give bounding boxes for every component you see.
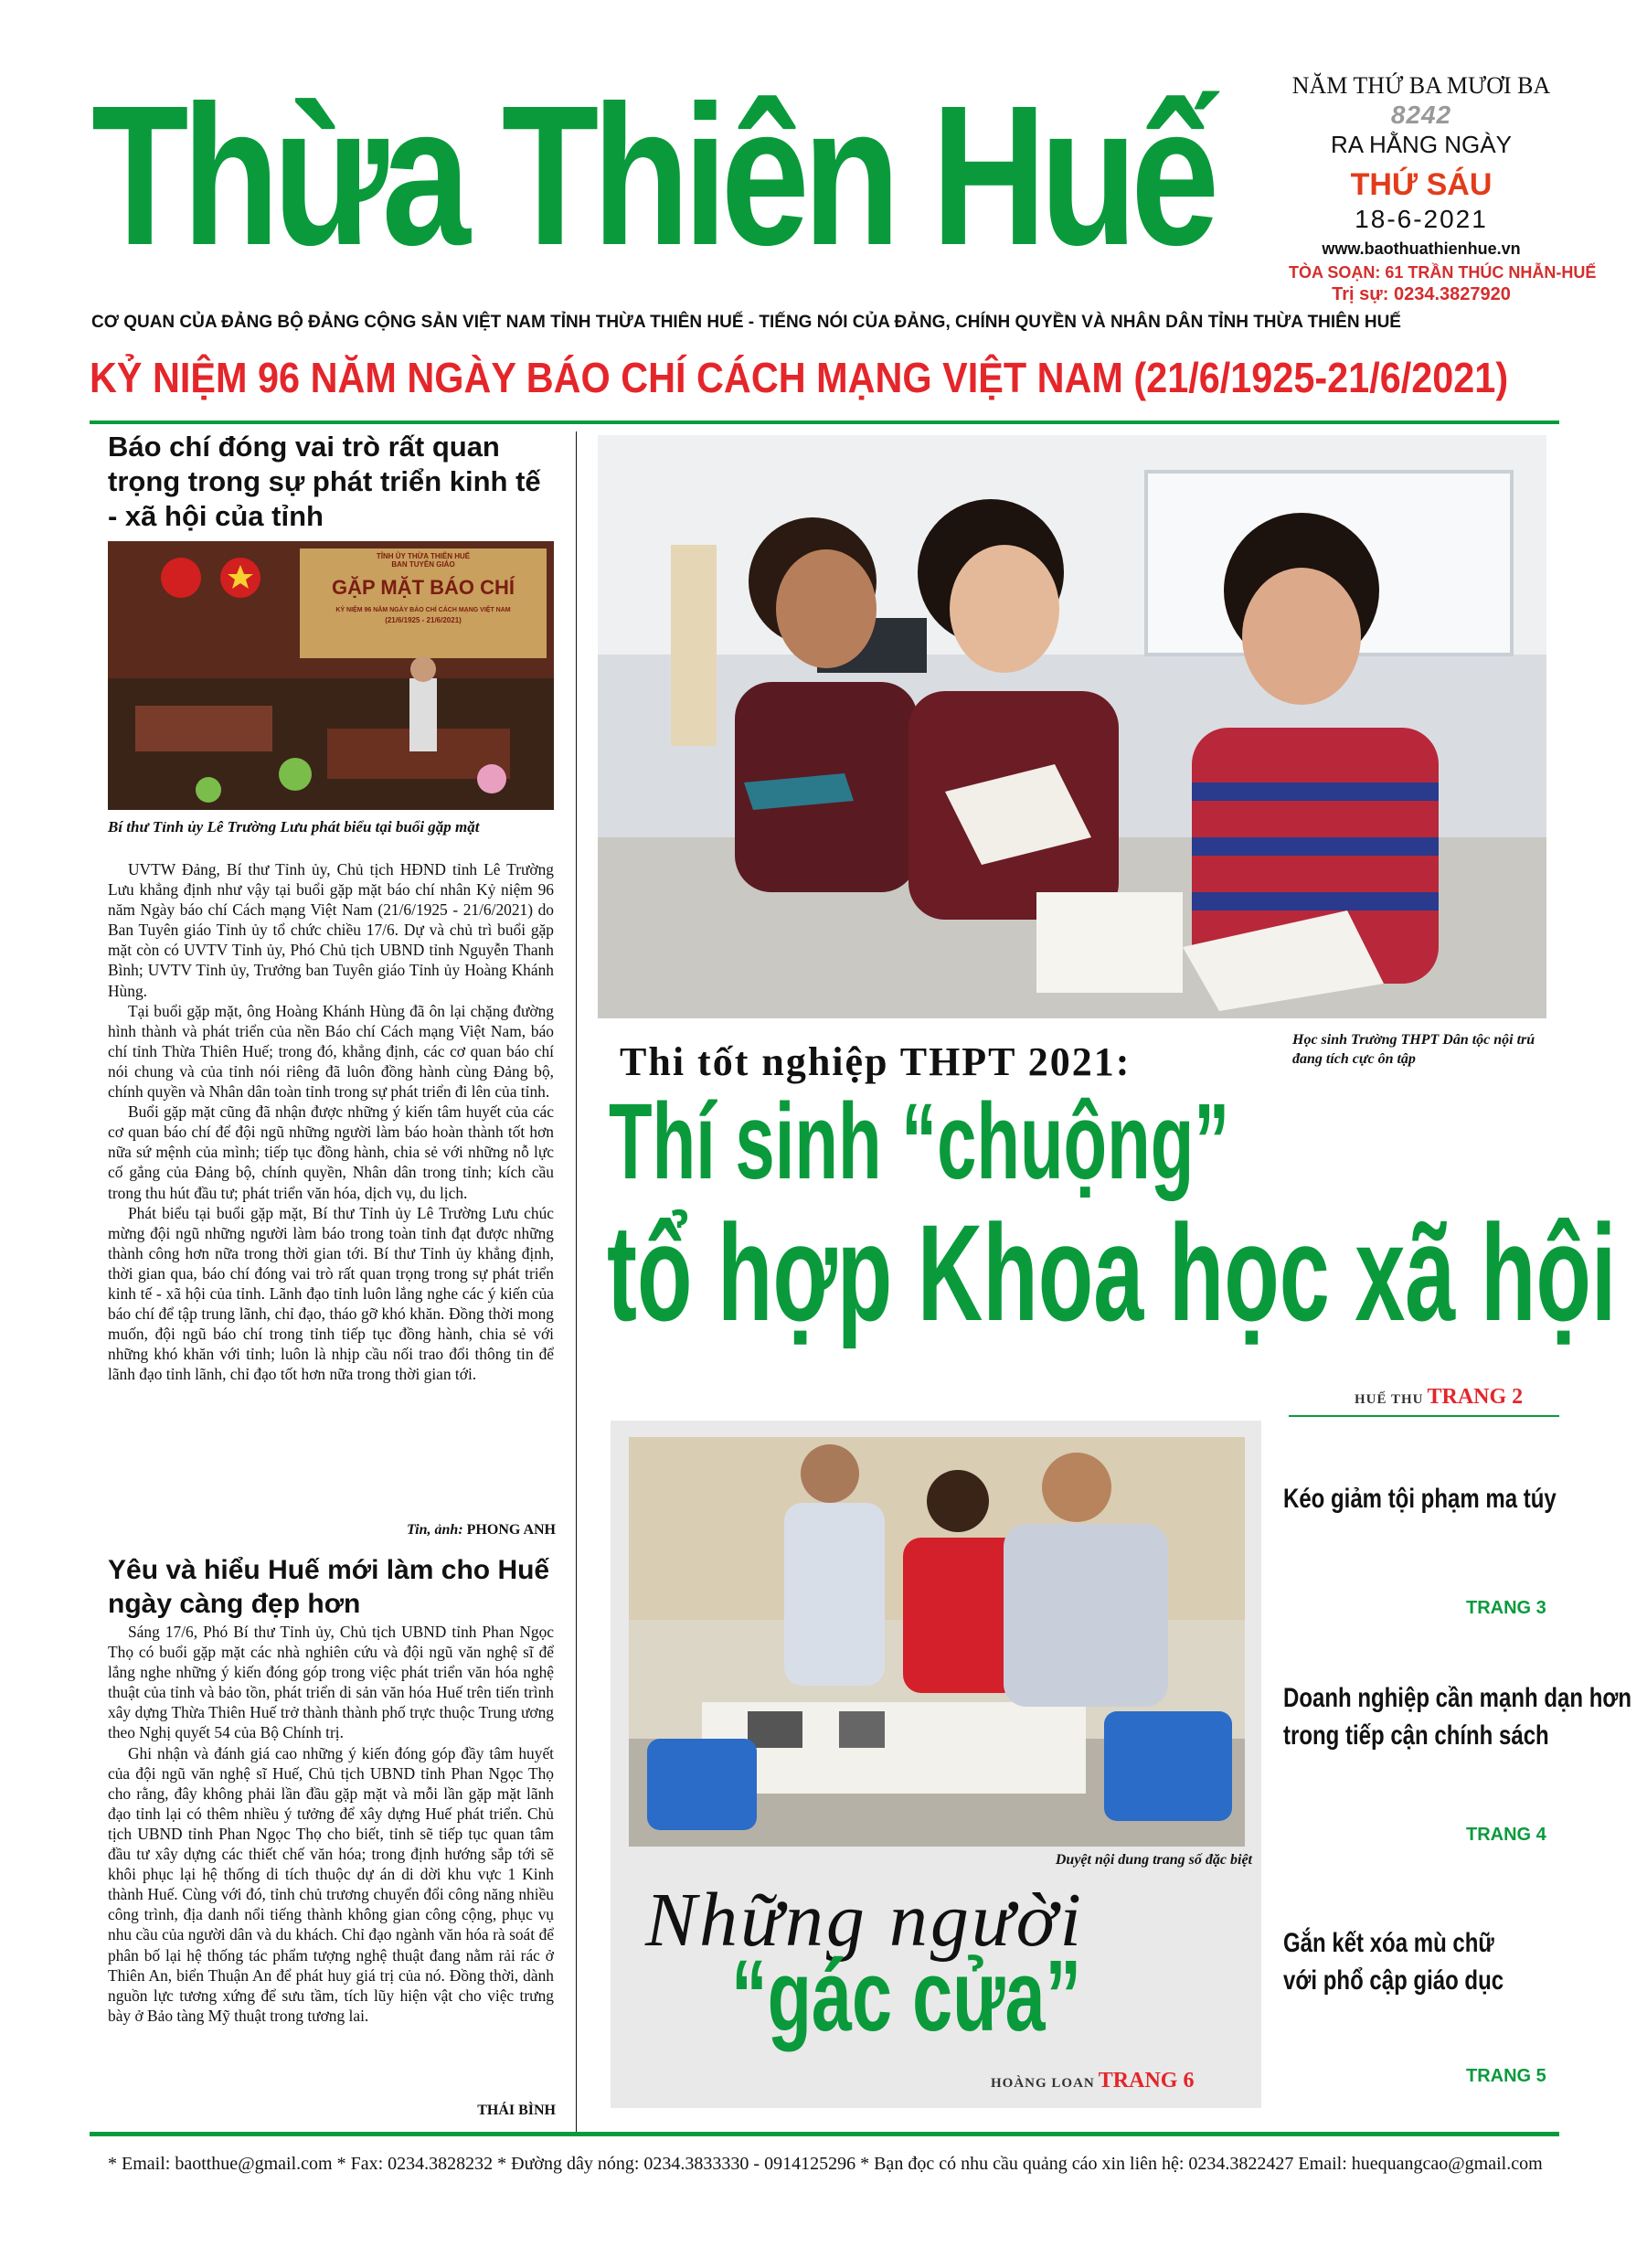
sidebar-item-business[interactable] xyxy=(1283,1680,1631,1754)
students-studying-photo xyxy=(598,435,1546,1018)
meeting-sign-line-4: KỶ NIỆM 96 NĂM NGÀY BÁO CHÍ CÁCH MẠNG VIỆT NAM xyxy=(335,607,511,613)
column-divider xyxy=(576,431,577,2132)
sidebar-item-line-2: với phổ cập giáo dục xyxy=(1283,1965,1504,1996)
feature-source: HOÀNG LOAN xyxy=(991,2076,1095,2091)
article-2-body xyxy=(108,1622,554,2026)
footer-contact-line: * Email: baotthue@gmail.com * Fax: 0234.3828232 * Đường dây nóng: 0234.3833330 - 0914125296 * Bạn đọc có nhu cầu quảng cáo xin liên hệ: 0234.3822427 Email: huequangcao@gmail.com xyxy=(108,2154,1543,2174)
article-1-paragraph: Phát biểu tại buổi gặp mặt, Bí thư Tỉnh ủy Lê Trường Lưu chúc mừng đội ngũ những người làm báo trong toàn tỉnh đạt được những thành công hơn nữa trong thời gian tới. Bí thư Tỉnh ủy khẳng định, thời gian qua, báo chí đóng vai trò rất quan trọng trong sự phát triển kinh tế - xã hội của tỉnh. Lãnh đạo tỉnh luôn lắng nghe các ý kiến của báo chí để tập trung lãnh, chỉ đạo, tháo gỡ khó khăn. Đồng thời mong muốn, đội ngũ báo chí trong tỉnh tiếp tục đồng hành, chia sẻ với những khó khăn với tỉnh; luôn là nhịp cầu nối trao đổi thông tin để lãnh đạo tỉnh lãnh, chỉ đạo tốt hơn nữa trong thời gian tới. xyxy=(108,1203,554,1384)
meeting-sign-line-1: TỈNH ỦY THỪA THIÊN HUẾ xyxy=(376,552,471,560)
meeting-sign-line-2: BAN TUYÊN GIÁO xyxy=(391,560,455,569)
office-phone: Trị sự: 0234.3827920 xyxy=(1332,283,1511,304)
article-1-paragraph: Tại buổi gặp mặt, ông Hoàng Khánh Hùng đã ôn lại chặng đường hình thành và phát triển của nền Báo chí Cách mạng Việt Nam, báo chí tỉnh Thừa Thiên Huế; trong đó, khẳng định, các cơ quan báo chí nói chung và của tỉnh nói riêng đã luôn đồng hành cùng Đảng bộ, chính quyền và Nhân dân toàn tỉnh trong sự phát triển đi lên của tỉnh. xyxy=(108,1001,554,1102)
sidebar-item-line-1: Gắn kết xóa mù chữ xyxy=(1283,1928,1494,1958)
students-illustration xyxy=(598,435,1546,1018)
issue-frequency: RA HẰNG NGÀY xyxy=(1331,130,1512,158)
main-story-source: HUẾ THU xyxy=(1355,1392,1424,1407)
sidebar-item-line-1: Doanh nghiệp cần mạnh dạn hơn xyxy=(1283,1683,1632,1713)
website-link[interactable]: www.baothuathienhue.vn xyxy=(1322,240,1521,259)
sidebar-item-business-page[interactable]: TRANG 4 xyxy=(1466,1825,1546,1845)
article-1-paragraph: Buổi gặp mặt cũng đã nhận được những ý kiến tâm huyết của các cơ quan báo chí để đội ngũ những người làm báo hoàn thành tốt hơn nữa sứ mệnh của mình; tiếp tục đồng hành, chia sẻ với những nỗ lực cố gắng của Đảng bộ, chính quyền, Nhân dân trong tỉnh; kích cầu trong thu hút đầu tư; phát triển văn hóa, dịch vụ, du lịch. xyxy=(108,1102,554,1202)
article-2-byline: THÁI BÌNH xyxy=(477,2103,556,2118)
sidebar-item-literacy[interactable] xyxy=(1283,1925,1504,1999)
main-story-headline-line-1[interactable]: Thí sinh “chuộng” xyxy=(609,1081,1230,1202)
masthead-subline: CƠ QUAN CỦA ĐẢNG BỘ ĐẢNG CỘNG SẢN VIỆT NAM TỈNH THỪA THIÊN HUẾ - TIẾNG NÓI CỦA ĐẢNG, CHÍNH QUYỀN VÀ NHÂN DÂN TỈNH THỪA THIÊN HUẾ xyxy=(91,313,1401,332)
main-story-page: TRANG 2 xyxy=(1427,1385,1524,1409)
issue-info-box xyxy=(1289,71,1597,305)
article-1-byline xyxy=(108,1522,556,1539)
feature-page-ref[interactable] xyxy=(991,2069,1194,2093)
meeting-sign-line-5: (21/6/1925 - 21/6/2021) xyxy=(385,616,462,624)
main-story-kicker: Thi tốt nghiệp THPT 2021: xyxy=(620,1039,1132,1084)
issue-weekday: THỨ SÁU xyxy=(1350,166,1493,202)
sidebar-item-drugs[interactable] xyxy=(1283,1481,1557,1518)
sidebar-top-rule xyxy=(1289,1415,1559,1417)
meeting-sign-line-3: GẶP MẶT BÁO CHÍ xyxy=(331,576,515,599)
main-story-headline-line-2[interactable]: tổ hợp Khoa học xã hội xyxy=(607,1196,1617,1349)
issue-date: 18-6-2021 xyxy=(1355,204,1488,233)
meeting-sign xyxy=(300,552,547,624)
feature-title-line-2[interactable]: “gác cửa” xyxy=(731,1940,1082,2052)
byline-prefix: Tin, ảnh: xyxy=(407,1522,463,1538)
article-1-headline[interactable]: Báo chí đóng vai trò rất quan trọng trong sự phát triển kinh tế - xã hội của tỉnh xyxy=(108,431,541,532)
feature-title-line-1[interactable]: Những người xyxy=(645,1878,1084,1963)
footer-divider xyxy=(90,2132,1559,2136)
press-meeting-photo xyxy=(108,541,554,810)
anniversary-banner: KỶ NIỆM 96 NĂM NGÀY BÁO CHÍ CÁCH MẠNG VIỆT NAM (21/6/1925-21/6/2021) xyxy=(90,354,1509,401)
byline-name: PHONG ANH xyxy=(466,1522,556,1538)
page-review-illustration xyxy=(629,1437,1245,1847)
office-address: TÒA SOẠN: 61 TRẦN THÚC NHẪN-HUẾ xyxy=(1289,262,1597,282)
article-2-paragraph: Sáng 17/6, Phó Bí thư Tỉnh ủy, Chủ tịch UBND tỉnh Phan Ngọc Thọ có buổi gặp mặt các nhà nghiên cứu và đội ngũ văn nghệ sĩ để lắng nghe những ý kiến đóng góp trong việc phát triển văn hóa nghệ thuật của tỉnh và bảo tồn, phát triển di sản văn hóa Huế trên tiến trình xây dựng Thừa Thiên Huế trở thành thành phố trực thuộc Trung ương theo Nghị quyết 54 của Bộ Chính trị. xyxy=(108,1623,554,1742)
page-review-photo xyxy=(629,1437,1245,1847)
masthead-title: Thừa Thiên Huế xyxy=(91,65,1213,287)
article-1-paragraph: UVTW Đảng, Bí thư Tỉnh ủy, Chủ tịch HĐND tỉnh Lê Trường Lưu khẳng định như vậy tại buổi gặp mặt báo chí nhân Kỷ niệm 96 năm Ngày báo chí Cách mạng Việt Nam (21/6/1925 - 21/6/2021) do Ban Tuyên giáo Tỉnh ủy tổ chức chiều 17/6. Dự và chủ trì buổi gặp mặt còn có UVTV Tỉnh ủy, Phó Chủ tịch UBND tỉnh Nguyễn Thanh Bình; UVTV Tỉnh ủy, Trưởng ban Tuyên giáo Tỉnh ủy Hoàng Khánh Hùng. xyxy=(108,860,554,1000)
sidebar-item-line-1: Kéo giảm tội phạm ma túy xyxy=(1283,1484,1557,1514)
article-1-photo-caption: Bí thư Tỉnh ủy Lê Trường Lưu phát biểu tại buổi gặp mặt xyxy=(108,818,480,836)
article-2-headline[interactable]: Yêu và hiểu Huế mới làm cho Huế ngày càng đẹp hơn xyxy=(108,1555,550,1619)
sidebar-item-line-2: trong tiếp cận chính sách xyxy=(1283,1720,1549,1751)
issue-year: NĂM THỨ BA MƯƠI BA xyxy=(1291,72,1551,99)
article-1-body xyxy=(108,859,554,1384)
sidebar-item-drugs-page[interactable]: TRANG 3 xyxy=(1466,1598,1546,1618)
top-divider xyxy=(90,421,1559,424)
issue-number: 8242 xyxy=(1390,101,1452,130)
feature-page: TRANG 6 xyxy=(1098,2069,1195,2092)
sidebar-item-literacy-page[interactable]: TRANG 5 xyxy=(1466,2066,1546,2086)
article-2-paragraph: Ghi nhận và đánh giá cao những ý kiến đóng góp đầy tâm huyết của đội ngũ văn nghệ sĩ Huế, Chủ tịch UBND tỉnh Phan Ngọc Thọ cho rằng, đây không phải lần đầu gặp mặt và mỗi lần gặp mặt lãnh đạo tỉnh lại có thêm nhiều ý tưởng để xây dựng Huế phát triển. Chủ tịch UBND tỉnh Phan Ngọc Thọ cho biết, tỉnh sẽ tiếp tục quan tâm đầu tư xây dựng các thiết chế văn hóa; trong định hướng sắp tới sẽ khôi phục lại hệ thống di tích thuộc dự án di dời khu vực 1 Kinh thành Huế. Cùng với đó, tỉnh chủ trương chuyển đổi công năng nhiều công trình, địa danh nổi tiếng thành không gian công cộng, phục vụ nhu cầu của người dân và du khách. Chỉ đạo ngành văn hóa rà soát để phân bố lại hệ thống tác phẩm tượng nghệ thuật đang nằm rải rác ở Thiên An, biển Thuận An để phát huy giá trị của nó. Đồng thời, dành nguồn lực tương xứng để sưu tầm, tích lũy hiện vật cho việc trưng bày ở Bảo tàng Mỹ thuật trong tương lai. xyxy=(108,1743,554,2025)
main-photo-caption: Học sinh Trường THPT Dân tộc nội trú đang tích cực ôn tập xyxy=(1292,1032,1535,1067)
main-story-page-ref[interactable] xyxy=(1355,1385,1523,1410)
feature-photo-caption: Duyệt nội dung trang số đặc biệt xyxy=(1055,1852,1252,1868)
